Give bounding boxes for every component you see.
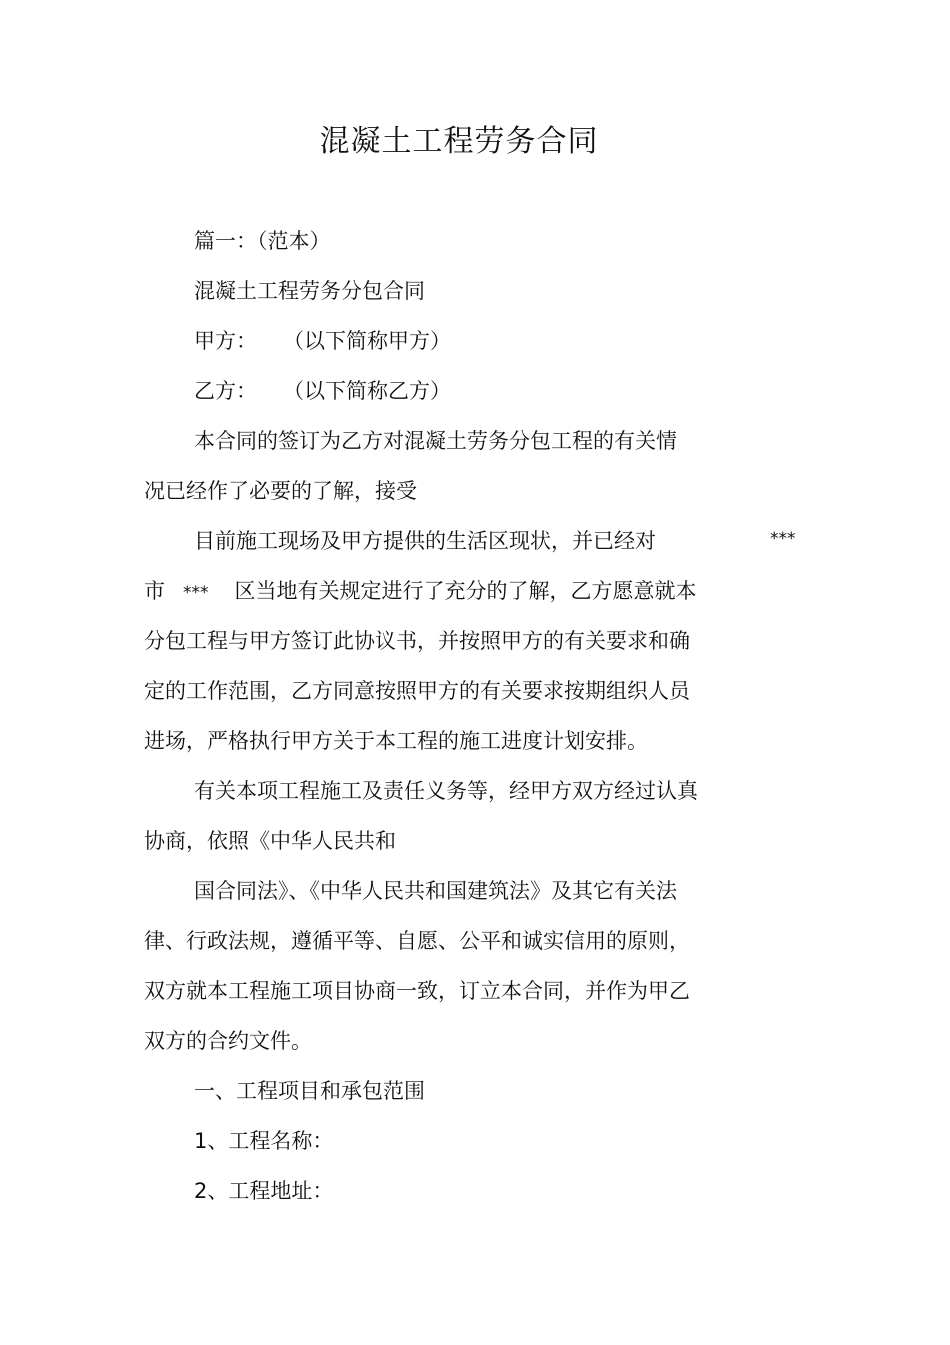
- paragraph-text: 区当地有关规定进行了充分的了解，乙方愿意就本: [234, 579, 697, 603]
- paragraph-line: 定的工作范围，乙方同意按照甲方的有关要求按期组织人员: [144, 679, 690, 703]
- party-a-line: [194, 326, 451, 356]
- paragraph-line: 分包工程与甲方签订此协议书，并按照甲方的有关要求和确: [144, 629, 690, 653]
- field-project-address: 2、工程地址：: [194, 1179, 334, 1203]
- redacted-placeholder: ***: [183, 583, 209, 603]
- paragraph-line: 况已经作了必要的了解，接受: [144, 479, 417, 503]
- paragraph-line: 国合同法》、《中华人民共和国建筑法》及其它有关法: [194, 879, 677, 903]
- paragraph-line: 进场，严格执行甲方关于本工程的施工进度计划安排。: [144, 729, 648, 753]
- paragraph-line: 协商，依照《中华人民共和: [144, 829, 396, 853]
- paragraph-line: [144, 576, 697, 608]
- party-b-line: [194, 376, 451, 406]
- paragraph-line: 有关本项工程施工及责任义务等，经甲方双方经过认真: [194, 779, 698, 803]
- city-label: 市: [144, 579, 165, 603]
- paragraph-line: 目前施工现场及甲方提供的生活区现状，并已经对: [194, 529, 656, 553]
- paragraph-line: 双方的合约文件。: [144, 1029, 312, 1053]
- redacted-placeholder: ***: [770, 529, 796, 549]
- paragraph-line: 律、行政法规，遵循平等、自愿、公平和诚实信用的原则，: [144, 929, 690, 953]
- party-a-label: 甲方：: [194, 329, 257, 353]
- party-a-note: （以下简称甲方）: [283, 329, 451, 353]
- section-heading: 一、工程项目和承包范围: [194, 1079, 425, 1103]
- party-b-note: （以下简称乙方）: [283, 379, 451, 403]
- field-project-name: 1、工程名称：: [194, 1129, 334, 1153]
- document-title: 混凝土工程劳务合同: [319, 124, 599, 159]
- contract-subtitle: 混凝土工程劳务分包合同: [194, 279, 425, 303]
- paragraph-line: 本合同的签订为乙方对混凝土劳务分包工程的有关情: [194, 429, 677, 453]
- template-label: 篇一：（范本）: [194, 229, 331, 253]
- party-b-label: 乙方：: [194, 379, 257, 403]
- paragraph-line: 双方就本工程施工项目协商一致，订立本合同，并作为甲乙: [144, 979, 690, 1003]
